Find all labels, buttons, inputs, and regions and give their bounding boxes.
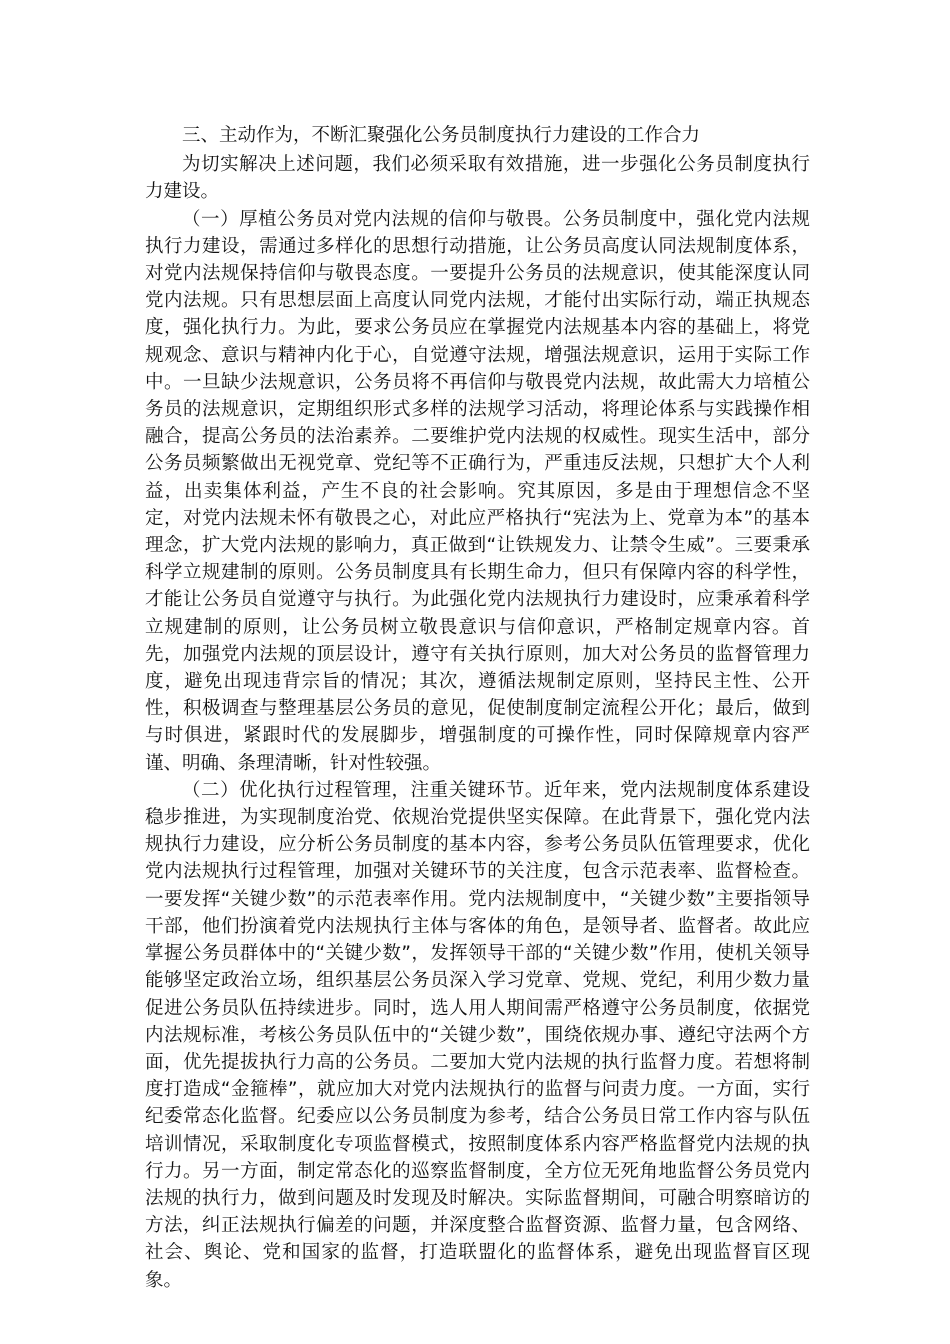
section-heading: 三、主动作为，不断汇聚强化公务员制度执行力建设的工作合力 xyxy=(182,125,701,146)
paragraph-intro: 为切实解决上述问题，我们必须采取有效措施，进一步强化公务员制度执行力建设。 xyxy=(145,154,810,203)
paragraph-part-one: （一）厚植公务员对党内法规的信仰与敬畏。公务员制度中，强化党内法规执行力建设，需通过多样化的思想行动措施，让公务员高度认同法规制度体系，对党内法规保持信仰与敬畏态度。一要提升公务员的法规意识，使其能深度认同党内法规。只有思想层面上高度认同党内法规，才能付出实际行动，端正执规态度，强化执行力。为此，要求公务员应在掌握党内法规基本内容的基础上，将党规观念、意识与精神内化于心，自觉遵守法规，增强法规意识，运用于实际工作中。一旦缺少法规意识，公务员将不再信仰与敬畏党内法规，故此需大力培植公务员的法规意识，定期组织形式多样的法规学习活动，将理论体系与实践操作相融合，提高公务员的法治素养。二要维护党内法规的权威性。现实生活中，部分公务员频繁做出无视党章、党纪等不正确行为，严重违反法规，只想扩大个人利益，出卖集体利益，产生不良的社会影响。究其原因，多是由于理想信念不坚定，对党内法规未怀有敬畏之心，对此应严格执行“宪法为上、党章为本”的基本理念，扩大党内法规的影响力，真正做到“让铁规发力、让禁令生威”。三要秉承科学立规建制的原则。公务员制度具有长期生命力，但只有保障内容的科学性，才能让公务员自觉遵守与执行。为此强化党内法规执行力建设时，应秉承着科学立规建制的原则，让公务员树立敬畏意识与信仰意识，严格制定规章内容。首先，加强党内法规的顶层设计，遵守有关执行原则，加大对公务员的监督管理力度，避免出现违背宗旨的情况；其次，遵循法规制定原则，坚持民主性、公开性，积极调查与整理基层公务员的意见，促使制度制定流程公开化；最后，做到与时俱进，紧跟时代的发展脚步，增强制度的可操作性，同时保障规章内容严谨、明确、条理清晰，针对性较强。 xyxy=(145,208,810,774)
paragraph-part-two: （二）优化执行过程管理，注重关键环节。近年来，党内法规制度体系建设稳步推进，为实现制度治党、依规治党提供坚实保障。在此背景下，强化党内法规执行力建设，应分析公务员制度的基本内容，参考公务员队伍管理要求，优化党内法规执行过程管理，加强对关键环节的关注度，包含示范表率、监督检查。一要发挥“关键少数”的示范表率作用。党内法规制度中，“关键少数”主要指领导干部，他们扮演着党内法规执行主体与客体的角色，是领导者、监督者。故此应掌握公务员群体中的“关键少数”，发挥领导干部的“关键少数”作用，使机关领导能够坚定政治立场，组织基层公务员深入学习党章、党规、党纪，利用少数力量促进公务员队伍持续进步。同时，选人用人期间需严格遵守公务员制度，依据党内法规标准，考核公务员队伍中的“关键少数”，围绕依规办事、遵纪守法两个方面，优先提拔执行力高的公务员。二要加大党内法规的执行监督力度。若想将制度打造成“金箍棒”，就应加大对党内法规执行的监督与问责力度。一方面，实行纪委常态化监督。纪委应以公务员制度为参考，结合公务员日常工作内容与队伍培训情况，采取制度化专项监督模式，按照制度体系内容严格监督党内法规的执行力。另一方面，制定常态化的巡察监督制度，全方位无死角地监督公务员党内法规的执行力，做到问题及时发现及时解决。实际监督期间，可融合明察暗访的方法，纠正法规执行偏差的问题，并深度整合监督资源、监督力量，包含网络、社会、舆论、党和国家的监督，打造联盟化的监督体系，避免出现监督盲区现象。 xyxy=(145,779,810,1291)
document-body xyxy=(145,122,810,1294)
